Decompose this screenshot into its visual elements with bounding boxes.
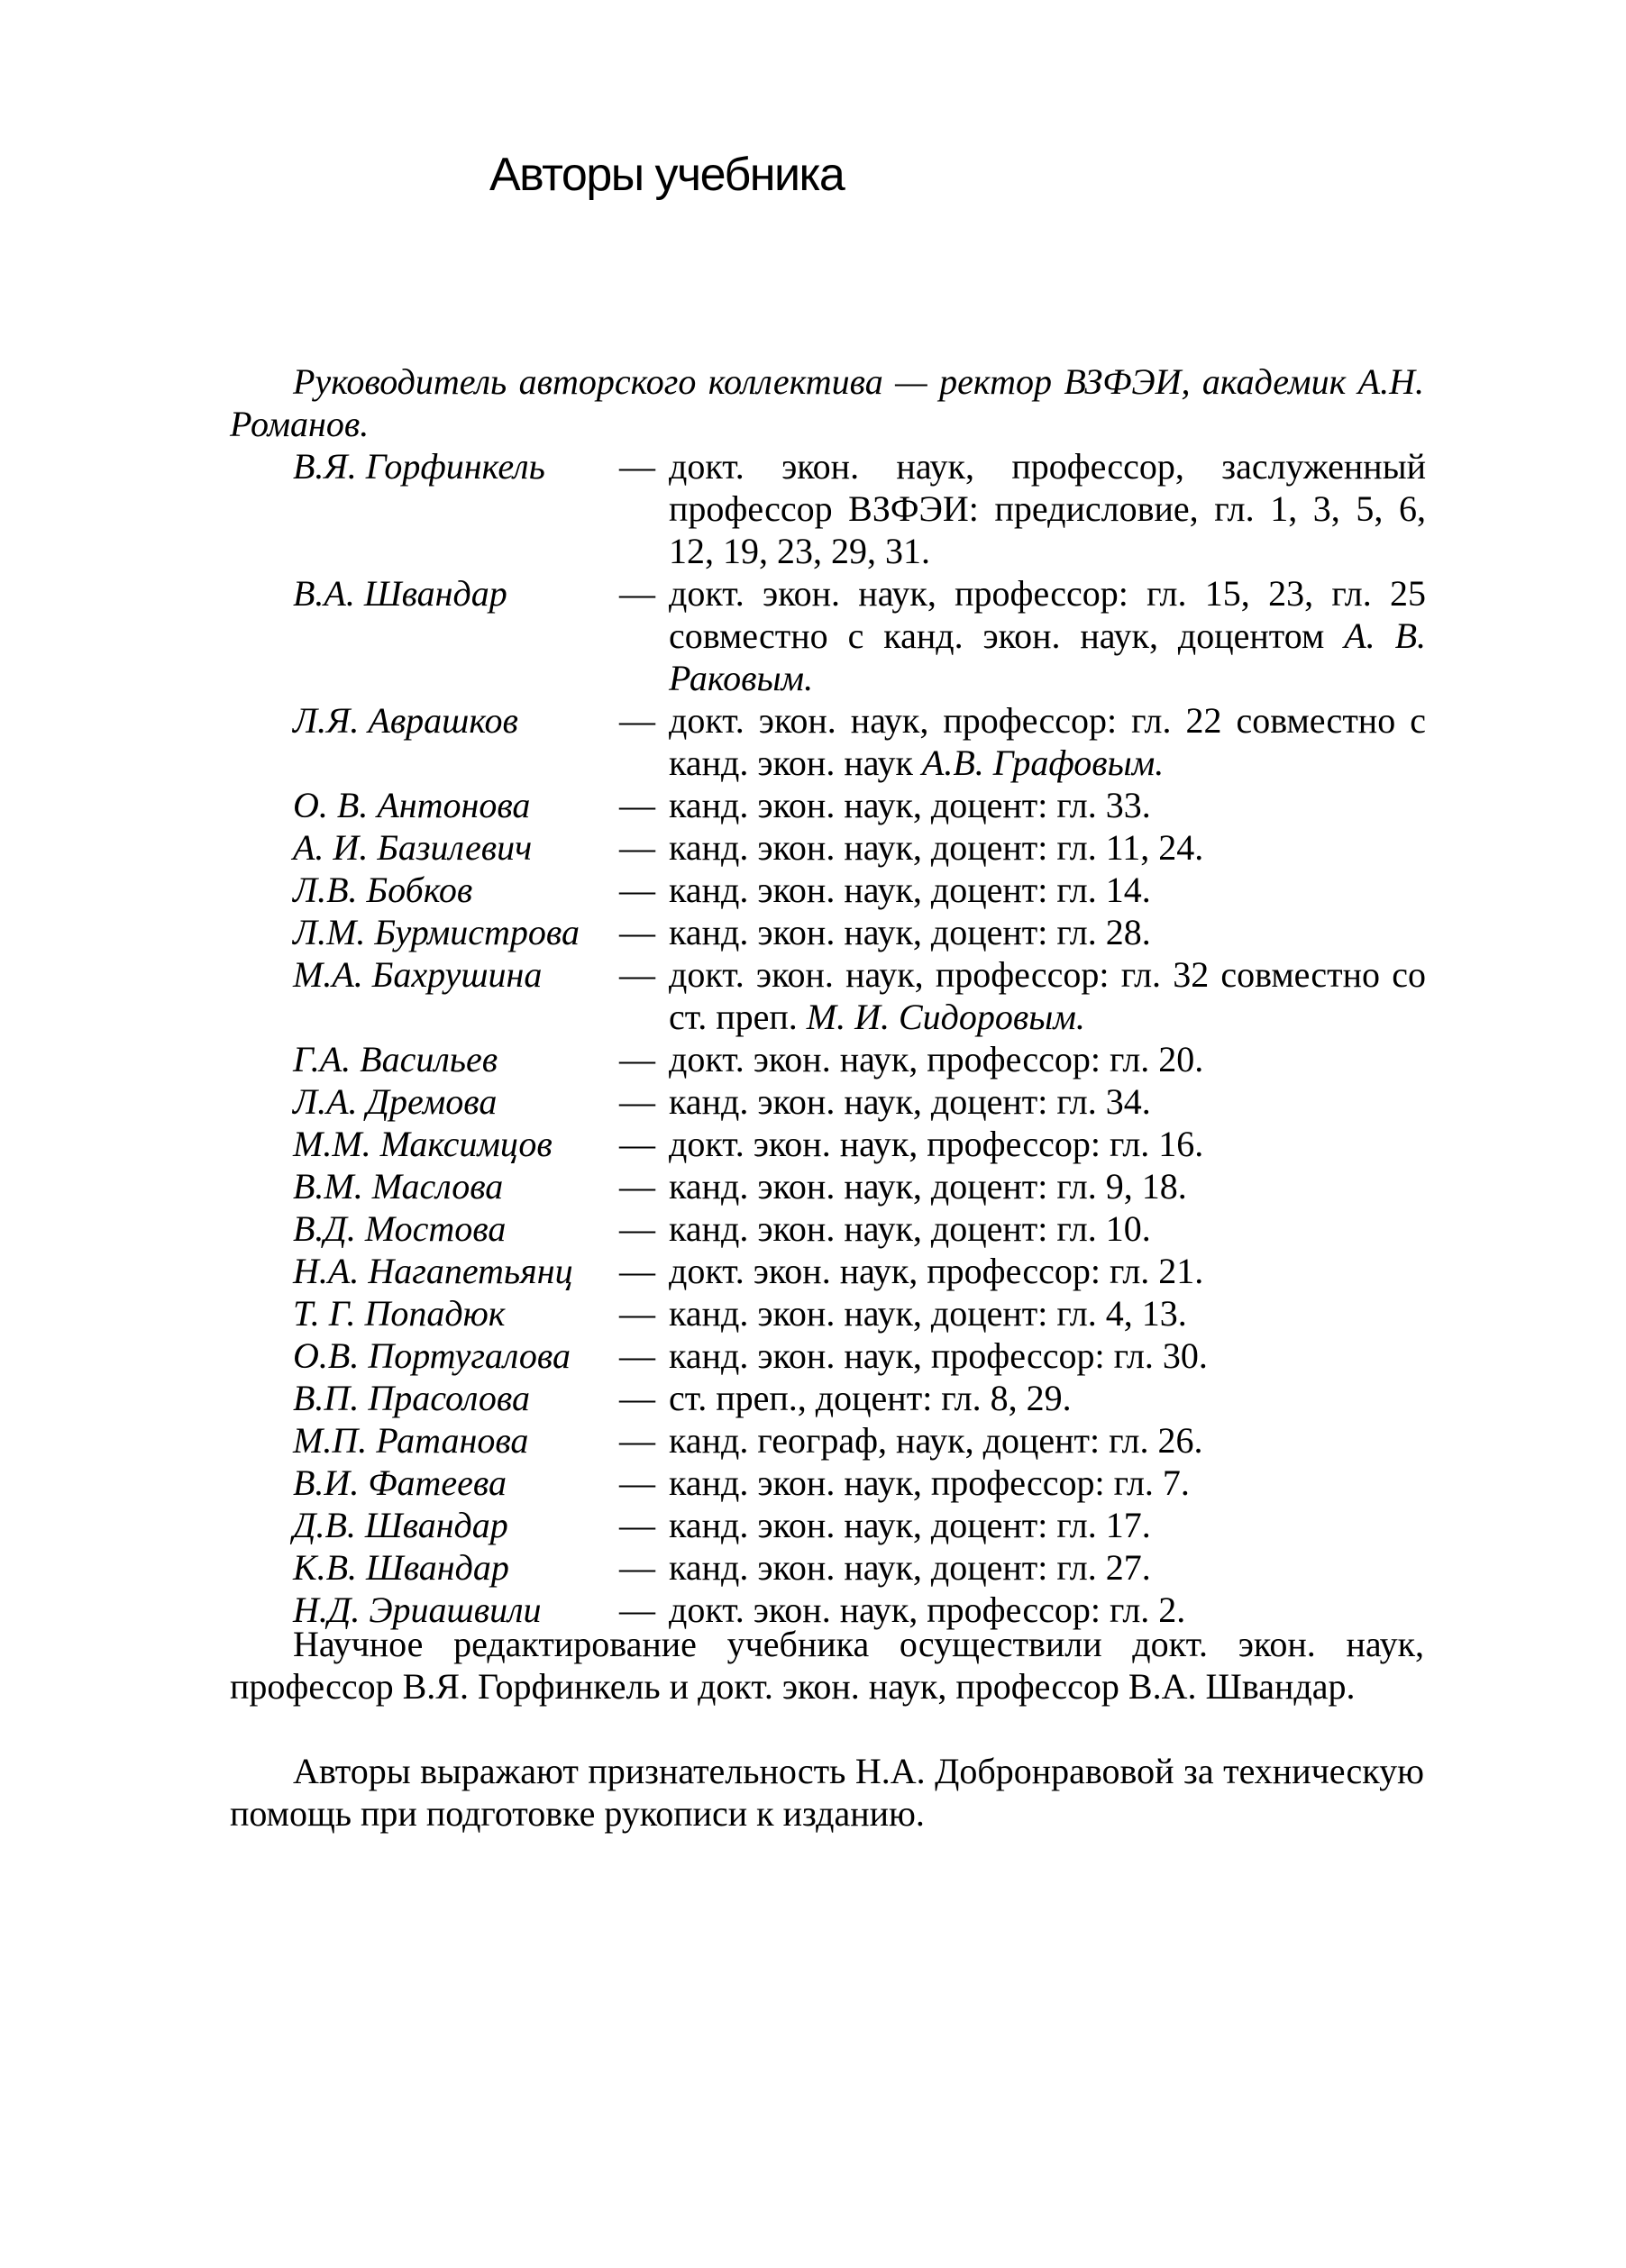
- author-row: Д.В. Швандар — канд. экон. наук, доцент: гл. 17.: [293, 1504, 1426, 1546]
- author-row: В.М. Маслова — канд. экон. наук, доцент: гл. 9, 18.: [293, 1165, 1426, 1207]
- author-description: канд. экон. наук, доцент: гл. 17.: [669, 1505, 1151, 1545]
- author-description: ст. преп., доцент: гл. 8, 29.: [669, 1378, 1072, 1418]
- author-description: канд. географ, наук, доцент: гл. 26.: [669, 1420, 1203, 1461]
- author-name: К.В. Швандар: [293, 1547, 509, 1588]
- author-name: В.М. Маслова: [293, 1166, 504, 1207]
- author-row: В.Д. Мостова — канд. экон. наук, доцент: гл. 10.: [293, 1207, 1426, 1250]
- author-description: докт. экон. наук, профессор: гл. 22 совместно с канд. экон. наук А.В. Графовым.: [669, 700, 1426, 783]
- author-row: В.И. Фатеева — канд. экон. наук, профессор: гл. 7.: [293, 1462, 1426, 1504]
- author-description: канд. экон. наук, доцент: гл. 9, 18.: [669, 1166, 1187, 1207]
- author-row: К.В. Швандар — канд. экон. наук, доцент: гл. 27.: [293, 1546, 1426, 1589]
- author-name: Л.А. Дремова: [293, 1081, 498, 1122]
- author-name: М.А. Бахрушина: [293, 954, 543, 995]
- author-name: О. В. Антонова: [293, 785, 531, 825]
- author-description: канд. экон. наук, профессор: гл. 7.: [669, 1462, 1190, 1503]
- author-description: докт. экон. наук, профессор: гл. 16.: [669, 1124, 1204, 1164]
- author-row: Г.А. Васильев — докт. экон. наук, профессор: гл. 20.: [293, 1038, 1426, 1080]
- editing-note: Научное редактирование учебника осуществили докт. экон. наук, профессор В.Я. Горфинкель и докт. экон. наук, профессор В.А. Швандар.: [230, 1624, 1424, 1707]
- author-name: В.Д. Мостова: [293, 1208, 507, 1249]
- author-name: Н.Д. Эриашвили: [293, 1589, 542, 1630]
- author-description: канд. экон. наук, доцент: гл. 33.: [669, 785, 1151, 825]
- coauthor-name: А.В. Графовым.: [921, 742, 1165, 783]
- lead-paragraph: Руководитель авторского коллектива — ректор ВЗФЭИ, академик А.Н. Романов.: [230, 361, 1424, 444]
- author-description: докт. экон. наук, профессор: гл. 20.: [669, 1039, 1204, 1079]
- author-description: канд. экон. наук, доцент: гл. 10.: [669, 1208, 1151, 1249]
- coauthor-name: М. И. Сидоровым.: [806, 997, 1085, 1037]
- author-row: О.В. Португалова — канд. экон. наук, профессор: гл. 30.: [293, 1334, 1426, 1377]
- author-name: М.П. Ратанова: [293, 1420, 529, 1461]
- coauthor-name: А. В. Раковым.: [669, 615, 1427, 698]
- author-row: Л.Я. Аврашков — докт. экон. наук, профессор: гл. 22 совместно с канд. экон. наук А.В. Графовым.: [293, 700, 1426, 783]
- thanks-note: Авторы выражают признательность Н.А. Добронравовой за техническую помощь при подготовке рукописи к изданию.: [230, 1751, 1424, 1834]
- author-row: Л.А. Дремова — канд. экон. наук, доцент: гл. 34.: [293, 1080, 1426, 1123]
- author-row: М.П. Ратанова — канд. географ, наук, доцент: гл. 26.: [293, 1419, 1426, 1462]
- authors-list: [293, 445, 1426, 1631]
- author-row: В.А. Швандар — докт. экон. наук, профессор: гл. 15, 23, гл. 25 совместно с канд. экон. наук, доцентом А. В. Раковым.: [293, 573, 1427, 698]
- author-name: Г.А. Васильев: [293, 1039, 498, 1079]
- author-description: докт. экон. наук, профессор: гл. 21.: [669, 1251, 1204, 1291]
- author-name: Д.В. Швандар: [293, 1505, 508, 1545]
- author-name: А. И. Базилевич: [293, 827, 533, 868]
- author-name: М.М. Максимцов: [293, 1124, 553, 1164]
- author-name: Л.М. Бурмистрова: [293, 912, 580, 952]
- author-row: А. И. Базилевич — канд. экон. наук, доцент: гл. 11, 24.: [293, 826, 1426, 869]
- author-name: Л.Я. Аврашков: [293, 700, 518, 741]
- author-description: канд. экон. наук, профессор: гл. 30.: [669, 1335, 1208, 1376]
- author-name: В.Я. Горфинкель: [293, 446, 545, 487]
- author-row: О. В. Антонова — канд. экон. наук, доцент: гл. 33.: [293, 784, 1426, 826]
- author-row: В.П. Прасолова — ст. преп., доцент: гл. 8, 29.: [293, 1377, 1426, 1419]
- author-description: докт. экон. наук, профессор, заслуженный профессор ВЗФЭИ: предисловие, гл. 1, 3, 5, 6, 12, 19, 23, 29, 31.: [669, 446, 1426, 571]
- author-row: М.М. Максимцов — докт. экон. наук, профессор: гл. 16.: [293, 1123, 1426, 1165]
- author-name: Н.А. Нагапетьянц: [293, 1251, 573, 1291]
- page-title: Авторы учебника: [489, 149, 845, 201]
- author-row: Т. Г. Попадюк — канд. экон. наук, доцент: гл. 4, 13.: [293, 1292, 1426, 1334]
- author-row: Л.В. Бобков — канд. экон. наук, доцент: гл. 14.: [293, 869, 1426, 911]
- author-name: Л.В. Бобков: [293, 870, 473, 910]
- author-name: В.А. Швандар: [293, 573, 507, 614]
- author-description: канд. экон. наук, доцент: гл. 4, 13.: [669, 1293, 1187, 1334]
- author-name: В.П. Прасолова: [293, 1378, 530, 1418]
- author-row: Н.Д. Эриашвили — докт. экон. наук, профессор: гл. 2.: [293, 1589, 1426, 1631]
- author-name: В.И. Фатеева: [293, 1462, 507, 1503]
- author-description: канд. экон. наук, доцент: гл. 14.: [669, 870, 1151, 910]
- author-row: М.А. Бахрушина — докт. экон. наук, профессор: гл. 32 совместно со ст. преп. М. И. Сидоровым.: [293, 954, 1426, 1037]
- author-description: канд. экон. наук, доцент: гл. 27.: [669, 1547, 1151, 1588]
- author-name: О.В. Португалова: [293, 1335, 571, 1376]
- author-row: В.Я. Горфинкель — докт. экон. наук, профессор, заслуженный профессор ВЗФЭИ: предисловие, гл. 1, 3, 5, 6, 12, 19, 23, 29, 31.: [293, 446, 1426, 571]
- author-description: докт. экон. наук, профессор: гл. 32 совместно со ст. преп. М. И. Сидоровым.: [669, 954, 1426, 1037]
- author-description: докт. экон. наук, профессор: гл. 2.: [669, 1589, 1186, 1630]
- author-row: Л.М. Бурмистрова — канд. экон. наук, доцент: гл. 28.: [293, 911, 1426, 953]
- author-description: канд. экон. наук, доцент: гл. 34.: [669, 1081, 1151, 1122]
- author-description: канд. экон. наук, доцент: гл. 28.: [669, 912, 1151, 952]
- author-description: докт. экон. наук, профессор: гл. 15, 23, гл. 25 совместно с канд. экон. наук, доцентом А. В. Раковым.: [669, 573, 1427, 698]
- author-row: Н.А. Нагапетьянц — докт. экон. наук, профессор: гл. 21.: [293, 1250, 1426, 1292]
- author-name: Т. Г. Попадюк: [293, 1293, 506, 1334]
- author-description: канд. экон. наук, доцент: гл. 11, 24.: [669, 827, 1204, 868]
